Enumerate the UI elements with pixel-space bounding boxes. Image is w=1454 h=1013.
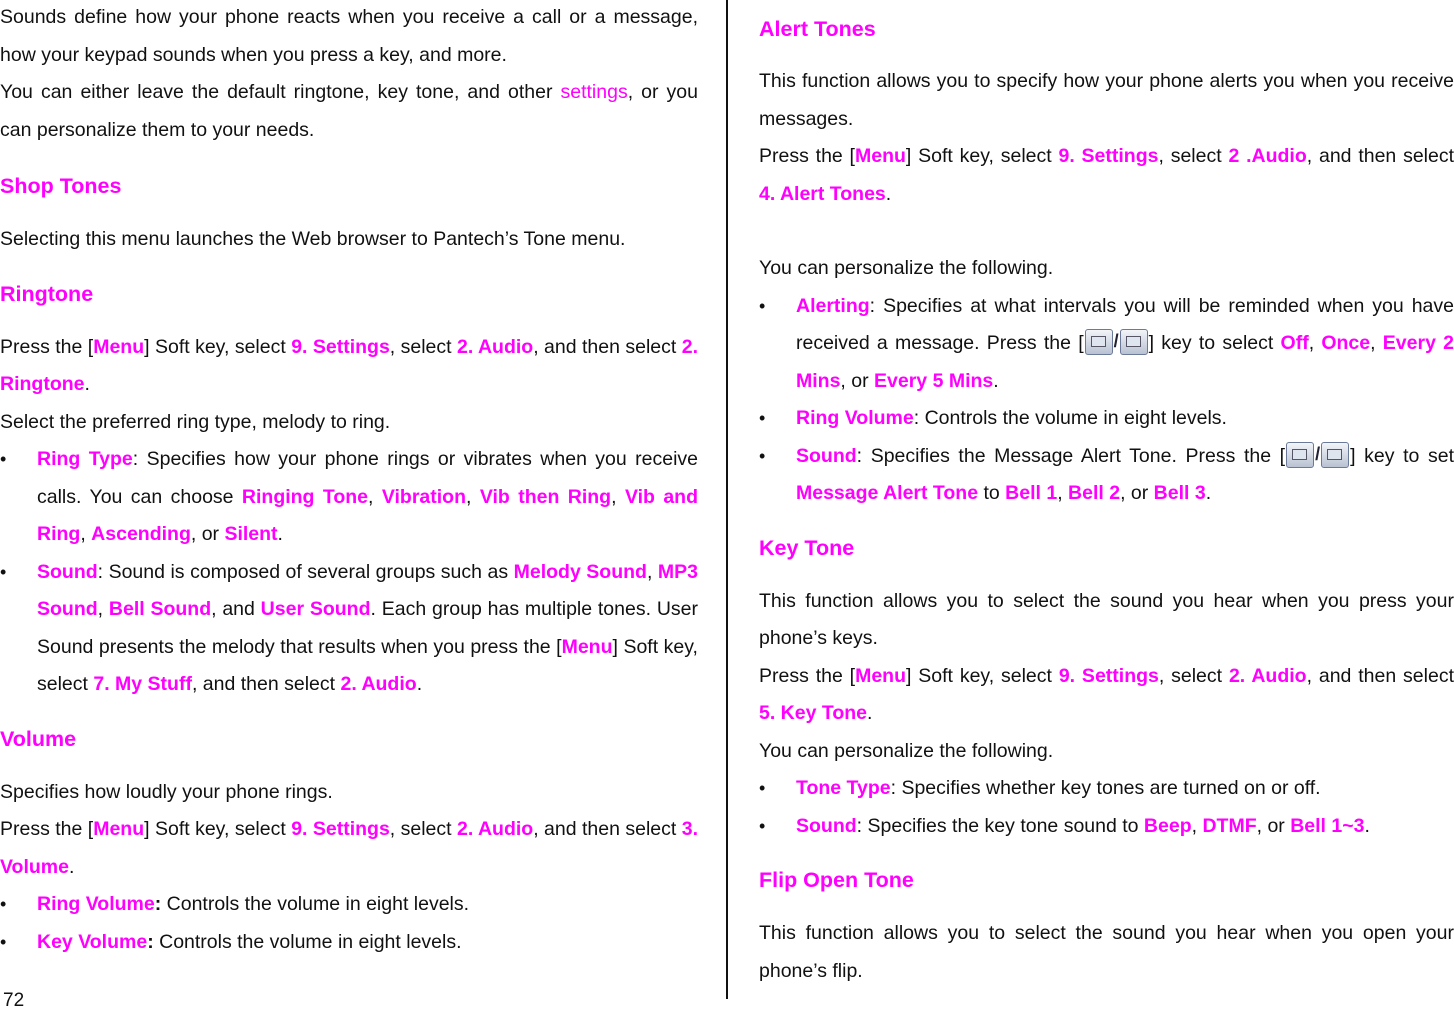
intro-paragraph-2: You can either leave the default ringtone, key tone, and other settings, or you can personalize them to your needs. — [0, 81, 698, 141]
list-item: • Key Volume: Controls the volume in eight levels. — [0, 924, 698, 962]
ringtone-options-list — [0, 441, 698, 704]
flip-open-tone-heading: Flip Open Tone — [759, 868, 914, 892]
key-tone-text: This function allows you to select the sound you hear when you press your phone’s keys. — [759, 589, 1454, 649]
key-tone-instructions: Press the [Menu] Soft key, select 9. Settings, select 2. Audio, and then select 5. Key Tone. — [759, 664, 1454, 724]
left-key-icon — [1085, 329, 1113, 355]
personalize-text: You can personalize the following. — [759, 257, 1054, 279]
right-column — [759, 0, 1454, 990]
alert-tones-heading: Alert Tones — [759, 17, 876, 41]
list-item: • Sound: Sound is composed of several groups such as Melody Sound, MP3 Sound, Bell Sound, and User Sound. Each group has multiple tones. User Sound presents the melody that results when you press the [Menu] Soft key, select 7. My Stuff, and then select 2. Audio. — [0, 554, 698, 704]
column-divider — [726, 0, 728, 999]
shop-tones-text: Selecting this menu launches the Web browser to Pantech’s Tone menu. — [0, 228, 626, 250]
volume-heading: Volume — [0, 726, 77, 751]
ringtone-select-text: Select the preferred ring type, melody to ring. — [0, 410, 391, 433]
key-tone-heading: Key Tone — [759, 535, 855, 560]
list-item: • Ring Type: Specifies how your phone rings or vibrates when you receive calls. You can choose Ringing Tone, Vibration, Vib then Ring, Vib and Ring, Ascending, or Silent. — [0, 441, 698, 554]
list-item: • Sound: Specifies the key tone sound to Beep, DTMF, or Bell 1~3. — [759, 808, 1454, 846]
nav-key-icon: / — [1286, 442, 1349, 468]
settings-link[interactable]: settings — [560, 81, 628, 103]
list-item: • Sound: Specifies the Message Alert Tone. Press the [ / ] key to set Message Alert Tone to Bell 1, Bell 2, or Bell 3. — [759, 438, 1454, 513]
page-number: 72 — [3, 990, 25, 1011]
left-column — [0, 0, 698, 961]
volume-text: Specifies how loudly your phone rings. — [0, 780, 333, 803]
alert-tones-text: This function allows you to specify how your phone alerts you when you receive messages. — [759, 70, 1454, 130]
left-key-icon — [1286, 442, 1314, 468]
right-key-icon — [1321, 442, 1349, 468]
intro-paragraph: Sounds define how your phone reacts when you receive a call or a message, how your keypad sounds when you press a key, and more. — [0, 6, 698, 66]
list-item: • Ring Volume: Controls the volume in eight levels. — [759, 400, 1454, 438]
right-key-icon — [1120, 329, 1148, 355]
key-tone-options-list — [759, 770, 1454, 845]
ringtone-heading: Ringtone — [0, 281, 94, 306]
volume-options-list — [0, 886, 698, 961]
shop-tones-heading: Shop Tones — [0, 174, 122, 198]
list-item: • Tone Type: Specifies whether key tones are turned on or off. — [759, 770, 1454, 808]
alert-options-list — [759, 288, 1454, 513]
volume-instructions: Press the [Menu] Soft key, select 9. Settings, select 2. Audio, and then select 3. Volume. — [0, 818, 698, 878]
alert-tones-instructions: Press the [Menu] Soft key, select 9. Settings, select 2 .Audio, and then select 4. Alert Tones. — [759, 145, 1454, 205]
flip-open-tone-text: This function allows you to select the sound you hear when you open your phone’s flip. — [759, 922, 1454, 982]
ringtone-instructions: Press the [Menu] Soft key, select 9. Settings, select 2. Audio, and then select 2. Ringtone. — [0, 335, 698, 395]
list-item: • Ring Volume: Controls the volume in eight levels. — [0, 886, 698, 924]
nav-key-icon: / — [1085, 329, 1148, 355]
list-item: • Alerting: Specifies at what intervals you will be reminded when you have received a message. Press the [ / ] key to select Off, Once, Every 2 Mins, or Every 5 Mins. — [759, 288, 1454, 401]
personalize-text: You can personalize the following. — [759, 739, 1054, 762]
